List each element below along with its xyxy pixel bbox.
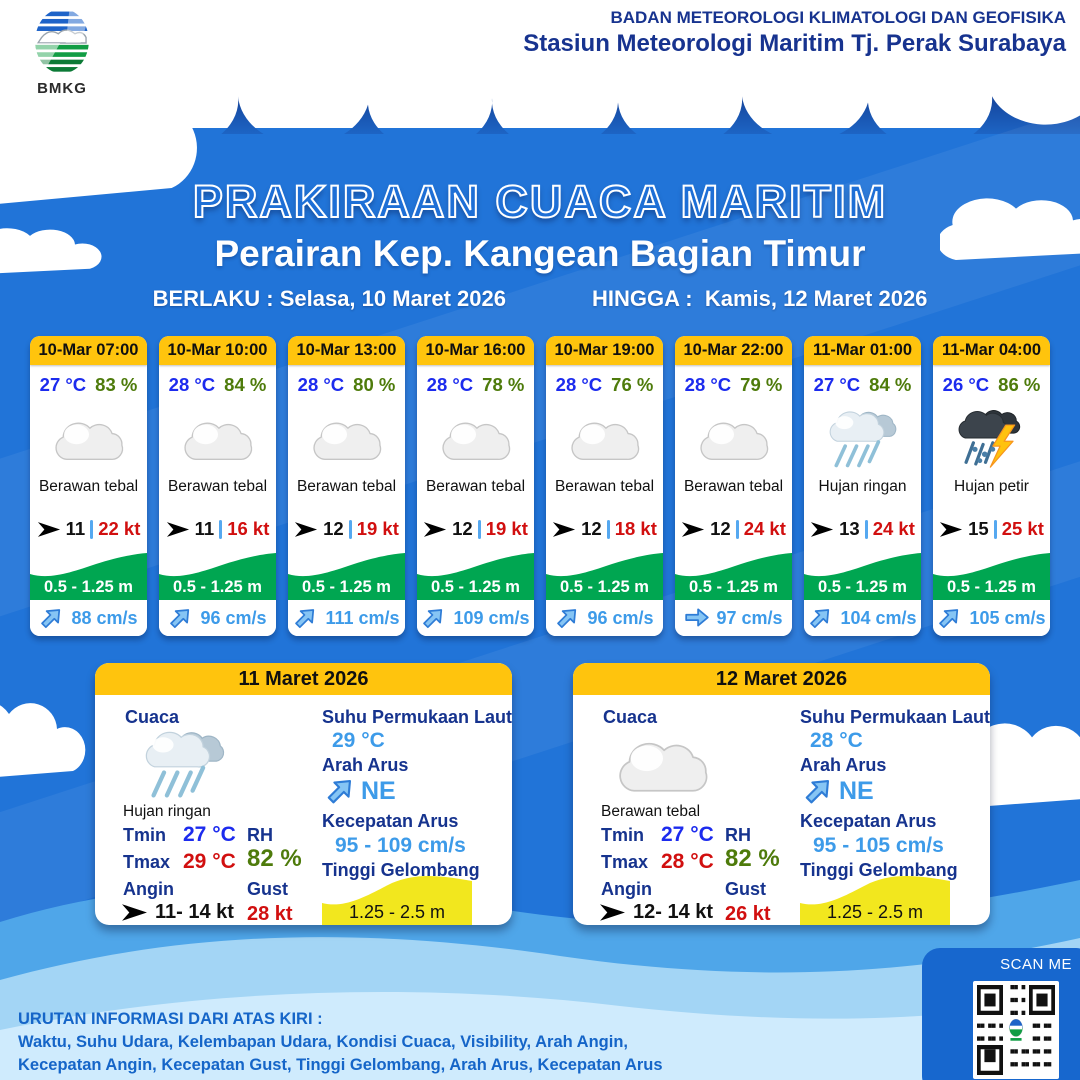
angin-label: Angin: [123, 879, 174, 899]
info-legend: [18, 1008, 663, 1077]
wind-direction-icon: [166, 521, 190, 538]
info-line-3: Kecepatan Angin, Kecepatan Gust, Tinggi Gelombang, Arah Arus, Kecepatan Arus: [18, 1056, 663, 1075]
kecepatan-arus-label: Kecepatan Arus: [800, 811, 937, 831]
current-row: [675, 600, 792, 636]
bmkg-logo-label: BMKG: [37, 80, 87, 97]
wind-min: 12: [581, 518, 602, 539]
wind-direction-icon: [599, 903, 626, 922]
tmin-value: 27 °C: [183, 823, 236, 846]
weather-icon: [804, 398, 921, 478]
wave-height-band: [417, 548, 534, 600]
wave-height-value: 0.5 - 1.25 m: [173, 578, 262, 596]
valid-from-value: Selasa, 10 Maret 2026: [279, 286, 506, 311]
daily-weather-icon: [133, 723, 237, 803]
humidity: 83 %: [95, 374, 138, 395]
current-direction-icon: [555, 605, 581, 631]
cuaca-label: Cuaca: [125, 707, 180, 727]
wave-height-value: 0.5 - 1.25 m: [44, 578, 133, 596]
current-row: [159, 600, 276, 636]
wave-height-band: [30, 548, 147, 600]
gust-value: 28 kt: [247, 903, 293, 925]
wind-direction-icon: [939, 521, 963, 538]
forecast-time-header: 10-Mar 10:00: [159, 336, 276, 365]
air-temperature: 27 °C: [813, 374, 861, 395]
wave-height-range: 1.25 - 2.5 m: [826, 902, 924, 922]
wind-row: [933, 518, 1050, 540]
humidity: 86 %: [998, 374, 1041, 395]
daily-date-header: 11 Maret 2026: [95, 663, 512, 695]
arah-arus-label: Arah Arus: [322, 755, 409, 775]
forecast-card-4: [546, 336, 663, 636]
arah-arus-label: Arah Arus: [800, 755, 887, 775]
poster-title: PRAKIRAAN CUACA MARITIM: [192, 176, 888, 227]
wind-min: 11: [194, 518, 215, 539]
daily-card-body: [573, 695, 990, 925]
wind-direction-icon: [810, 521, 834, 538]
rh-label: RH: [247, 825, 273, 845]
forecast-time-header: 10-Mar 22:00: [675, 336, 792, 365]
wind-max: 19 kt: [356, 518, 399, 539]
current-speed-value: 96 cm/s: [587, 607, 654, 628]
wind-row: [30, 518, 147, 540]
humidity: 78 %: [482, 374, 525, 395]
bmkg-logo-icon: [23, 6, 101, 80]
wind-separator: [478, 520, 481, 539]
area-subtitle: Perairan Kep. Kangean Bagian Timur: [214, 233, 866, 274]
condition-label: Hujan ringan: [818, 478, 907, 495]
current-speed-value: 104 cm/s: [840, 607, 917, 628]
forecast-time-header: 11-Mar 01:00: [804, 336, 921, 365]
valid-to-label: HINGGA :: [591, 286, 693, 311]
tmin-label: Tmin: [123, 825, 166, 845]
tmax-value: 28 °C: [661, 850, 714, 873]
org-name: BADAN METEOROLOGI KLIMATOLOGI DAN GEOFISIKA: [610, 8, 1066, 27]
current-row: [417, 600, 534, 636]
weather-icon: [288, 398, 405, 478]
wind-direction-icon: [294, 521, 318, 538]
tmin-value: 27 °C: [661, 823, 714, 846]
wave-height-band: [933, 548, 1050, 600]
gust-label: Gust: [725, 879, 767, 899]
wind-row: [417, 518, 534, 540]
daily-wind-value: 12- 14 kt: [633, 901, 714, 923]
weather-icon: [417, 398, 534, 478]
weather-icon: [30, 398, 147, 478]
rh-value: 82 %: [725, 845, 780, 872]
current-direction-icon: [39, 605, 65, 631]
temp-humidity-row: [159, 374, 276, 396]
tmax-label: Tmax: [601, 852, 649, 872]
condition-label: Berawan tebal: [296, 478, 397, 495]
temp-humidity-row: [804, 374, 921, 396]
qr-code: [973, 981, 1059, 1079]
wave-height-band: [675, 548, 792, 600]
forecast-time-header: 10-Mar 19:00: [546, 336, 663, 365]
current-direction: [803, 775, 874, 807]
tmax-label: Tmax: [123, 852, 171, 872]
station-name: Stasiun Meteorologi Maritim Tj. Perak Surabaya: [523, 30, 1066, 57]
wind-direction-icon: [121, 903, 148, 922]
wind-min: 12: [323, 518, 344, 539]
temp-humidity-row: [30, 374, 147, 396]
forecast-card-2: [288, 336, 405, 636]
kecepatan-arus-value: 95 - 105 cm/s: [813, 834, 944, 857]
wind-min: 15: [968, 518, 989, 539]
wind-separator: [90, 520, 93, 539]
kecepatan-arus-label: Kecepatan Arus: [322, 811, 459, 831]
current-speed-value: 109 cm/s: [453, 607, 530, 628]
wave-height-value: 0.5 - 1.25 m: [818, 578, 907, 596]
valid-from-label: BERLAKU :: [152, 286, 274, 311]
weather-icon: [675, 398, 792, 478]
scan-me-label: SCAN ME: [1000, 956, 1072, 973]
current-direction-value: NE: [361, 776, 396, 805]
current-speed-value: 105 cm/s: [969, 607, 1046, 628]
wave-height-band: [546, 548, 663, 600]
air-temperature: 28 °C: [168, 374, 216, 395]
wind-row: [288, 518, 405, 540]
wave-height-range: 1.25 - 2.5 m: [348, 902, 446, 922]
temp-humidity-row: [675, 374, 792, 396]
tinggi-gelombang-label: Tinggi Gelombang: [322, 860, 480, 880]
daily-wind: [599, 901, 713, 924]
wind-max: 19 kt: [485, 518, 528, 539]
daily-condition: Hujan ringan: [123, 803, 211, 820]
temp-humidity-row: [417, 374, 534, 396]
wind-min: 11: [65, 518, 86, 539]
current-direction-icon: [803, 775, 835, 807]
daily-condition: Berawan tebal: [601, 803, 701, 820]
daily-wind: [121, 901, 234, 924]
wind-separator: [736, 520, 739, 539]
gust-value: 26 kt: [725, 903, 771, 925]
wind-direction-icon: [423, 521, 447, 538]
wind-direction-icon: [37, 521, 61, 538]
wind-separator: [607, 520, 610, 539]
condition-label: Berawan tebal: [38, 478, 139, 495]
validity-row: [0, 286, 1080, 312]
wind-row: [675, 518, 792, 540]
rh-label: RH: [725, 825, 751, 845]
condition-label: Berawan tebal: [554, 478, 655, 495]
forecast-time-header: 10-Mar 13:00: [288, 336, 405, 365]
air-temperature: 28 °C: [426, 374, 474, 395]
sst-value: 28 °C: [810, 729, 863, 752]
wind-separator: [219, 520, 222, 539]
current-speed-value: 97 cm/s: [716, 607, 783, 628]
forecast-card-5: [675, 336, 792, 636]
wind-direction-icon: [681, 521, 705, 538]
sst-value: 29 °C: [332, 729, 385, 752]
wind-row: [159, 518, 276, 540]
current-speed-value: 96 cm/s: [200, 607, 267, 628]
humidity: 80 %: [353, 374, 396, 395]
forecast-card-6: [804, 336, 921, 636]
wind-max: 18 kt: [614, 518, 657, 539]
forecast-card-3: [417, 336, 534, 636]
forecast-card-strip: [30, 336, 1050, 636]
tmin-label: Tmin: [601, 825, 644, 845]
current-direction-value: NE: [839, 776, 874, 805]
tinggi-gelombang-label: Tinggi Gelombang: [800, 860, 958, 880]
forecast-card-1: [159, 336, 276, 636]
rh-value: 82 %: [247, 845, 302, 872]
current-direction-icon: [421, 605, 447, 631]
sst-label: Suhu Permukaan Laut: [322, 707, 512, 727]
temp-humidity-row: [288, 374, 405, 396]
temp-humidity-row: [546, 374, 663, 396]
humidity: 79 %: [740, 374, 783, 395]
gust-label: Gust: [247, 879, 289, 899]
air-temperature: 28 °C: [555, 374, 603, 395]
weather-icon: [546, 398, 663, 478]
forecast-time-header: 10-Mar 16:00: [417, 336, 534, 365]
current-direction: [325, 775, 396, 807]
wave-height-yellow-band: [322, 881, 472, 925]
forecast-card-0: [30, 336, 147, 636]
wave-height-band: [288, 548, 405, 600]
current-row: [288, 600, 405, 636]
current-row: [546, 600, 663, 636]
current-direction-icon: [293, 605, 319, 631]
sst-label: Suhu Permukaan Laut: [800, 707, 990, 727]
qr-bmkg-logo: [1007, 1018, 1026, 1042]
current-direction-icon: [937, 605, 963, 631]
wave-height-band: [804, 548, 921, 600]
air-temperature: 28 °C: [684, 374, 732, 395]
current-row: [804, 600, 921, 636]
wave-height-value: 0.5 - 1.25 m: [302, 578, 391, 596]
current-speed-value: 88 cm/s: [71, 607, 138, 628]
tmax-value: 29 °C: [183, 850, 236, 873]
valid-to-value: Kamis, 12 Maret 2026: [704, 286, 928, 311]
current-row: [933, 600, 1050, 636]
current-direction-icon: [684, 605, 710, 631]
air-temperature: 26 °C: [942, 374, 990, 395]
humidity: 84 %: [869, 374, 912, 395]
forecast-time-header: 10-Mar 07:00: [30, 336, 147, 365]
organization-header: [523, 8, 1066, 58]
current-direction-icon: [168, 605, 194, 631]
condition-label: Hujan petir: [954, 478, 1029, 495]
qr-panel: [922, 948, 1080, 1080]
wind-separator: [349, 520, 352, 539]
info-line-2: Waktu, Suhu Udara, Kelembapan Udara, Kondisi Cuaca, Visibility, Arah Angin,: [18, 1033, 629, 1052]
daily-weather-icon: [611, 723, 715, 803]
wind-max: 25 kt: [1001, 518, 1044, 539]
forecast-card-7: [933, 336, 1050, 636]
bmkg-logo: [16, 6, 108, 97]
wave-height-value: 0.5 - 1.25 m: [947, 578, 1036, 596]
daily-card-1: [573, 663, 990, 925]
wind-min: 12: [452, 518, 473, 539]
humidity: 76 %: [611, 374, 654, 395]
current-speed-value: 111 cm/s: [325, 607, 400, 628]
current-direction-icon: [808, 605, 834, 631]
wind-direction-icon: [552, 521, 576, 538]
daily-card-body: [95, 695, 512, 925]
wind-row: [804, 518, 921, 540]
wave-height-value: 0.5 - 1.25 m: [560, 578, 649, 596]
wind-separator: [994, 520, 997, 539]
wind-max: 24 kt: [743, 518, 786, 539]
daily-date-header: 12 Maret 2026: [573, 663, 990, 695]
wind-min: 12: [710, 518, 731, 539]
temp-humidity-row: [933, 374, 1050, 396]
current-row: [30, 600, 147, 636]
wind-min: 13: [839, 518, 860, 539]
weather-icon: [933, 398, 1050, 478]
wind-row: [546, 518, 663, 540]
condition-label: Berawan tebal: [683, 478, 784, 495]
cuaca-label: Cuaca: [603, 707, 658, 727]
condition-label: Berawan tebal: [167, 478, 268, 495]
wind-max: 16 kt: [227, 518, 270, 539]
wave-height-yellow-band: [800, 881, 950, 925]
wind-max: 24 kt: [872, 518, 915, 539]
current-direction-icon: [325, 775, 357, 807]
valid-to: [592, 286, 927, 312]
wave-height-band: [159, 548, 276, 600]
wind-separator: [865, 520, 868, 539]
weather-icon: [159, 398, 276, 478]
condition-label: Berawan tebal: [425, 478, 526, 495]
kecepatan-arus-value: 95 - 109 cm/s: [335, 834, 466, 857]
wave-height-value: 0.5 - 1.25 m: [689, 578, 778, 596]
wind-max: 22 kt: [98, 518, 141, 539]
air-temperature: 28 °C: [297, 374, 345, 395]
cloud-decoration: [0, 690, 105, 780]
angin-label: Angin: [601, 879, 652, 899]
air-temperature: 27 °C: [39, 374, 87, 395]
info-line-1: URUTAN INFORMASI DARI ATAS KIRI :: [18, 1010, 323, 1028]
humidity: 84 %: [224, 374, 267, 395]
forecast-time-header: 11-Mar 04:00: [933, 336, 1050, 365]
wave-height-value: 0.5 - 1.25 m: [431, 578, 520, 596]
daily-wind-value: 11- 14 kt: [155, 901, 234, 923]
daily-card-0: [95, 663, 512, 925]
valid-from: [153, 286, 506, 312]
